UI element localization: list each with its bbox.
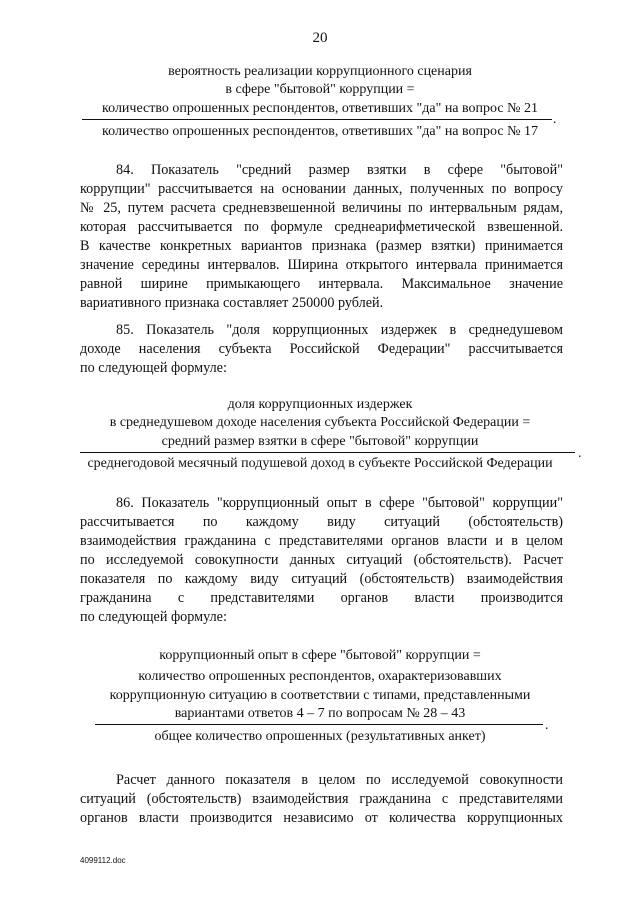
formula-numerator: средний размер взятки в сфере "бытовой" коррупции	[161, 434, 479, 449]
text-line: по исследуемой совокупности данных ситуаций (обстоятельств). Расчет	[80, 552, 563, 568]
formula-title-line-1: вероятность реализации коррупционного сценария	[168, 64, 472, 79]
formula-numerator-line-3: вариантами ответов 4 – 7 по вопросам № 28 – 43	[174, 706, 466, 721]
paragraph-85	[80, 321, 563, 378]
text-line: которая рассчитывается по формуле среднеарифметической взвешенной.	[80, 219, 563, 235]
text-line: равной ширине примыкающего интервала. Максимальное значение	[80, 276, 563, 292]
formula-denominator: среднегодовой месячный подушевой доход в субъекте Российской Федерации	[87, 456, 553, 471]
formula-end-mark: .	[553, 112, 557, 127]
paragraph-continuation	[80, 771, 563, 828]
footer-filename: 4099112.doc	[80, 856, 126, 865]
text-line: коррупции" рассчитывается на основании данных, полученных по вопросу	[80, 181, 563, 197]
formula-numerator-line-2: коррупционную ситуацию в соответствии с типами, представленными	[109, 688, 531, 703]
formula-end-mark: .	[578, 446, 582, 461]
formula-title-line-1: доля коррупционных издержек	[227, 397, 413, 412]
text-line: Расчет данного показателя в целом по исследуемой совокупности	[116, 772, 563, 788]
formula-numerator: количество опрошенных респондентов, ответивших "да" на вопрос № 21	[102, 101, 538, 116]
paragraph-86	[80, 494, 563, 627]
text-line: № 25, путем расчета средневзвешенной величины по интервальным рядам,	[80, 200, 563, 216]
page-number: 20	[312, 30, 328, 46]
fraction-bar	[80, 452, 575, 453]
formula-title-line-1: коррупционный опыт в сфере "бытовой" коррупции =	[159, 648, 481, 663]
text-line: 85. Показатель "доля коррупционных издержек в среднедушевом	[116, 322, 563, 338]
fraction-bar	[95, 724, 543, 725]
text-line: по следующей формуле:	[80, 609, 227, 625]
text-line: взаимодействия гражданина с представителями органов власти и в целом	[80, 533, 563, 549]
formula-denominator: общее количество опрошенных (результативных анкет)	[154, 729, 486, 744]
formula-denominator: количество опрошенных респондентов, ответивших "да" на вопрос № 17	[102, 124, 538, 139]
text-line: вариативного признака составляет 250000 рублей.	[80, 295, 384, 311]
fraction-bar	[82, 119, 552, 120]
text-line: показателя по каждому виду ситуаций (обстоятельств) взаимодействия	[80, 571, 563, 587]
text-line: 86. Показатель "коррупционный опыт в сфере "бытовой" коррупции"	[116, 495, 563, 511]
text-line: значение середины интервалов. Ширина открытого интервала принимается	[80, 257, 563, 273]
text-line: 84. Показатель "средний размер взятки в сфере "бытовой"	[116, 162, 563, 178]
text-line: В качестве конкретных вариантов признака (размер взятки) принимается	[80, 238, 563, 254]
text-line: органов власти производится независимо от количества коррупционных	[80, 810, 563, 826]
text-line: доходе населения субъекта Российской Федерации" рассчитывается	[80, 341, 563, 357]
formula-title-line-2: в среднедушевом доходе населения субъекта Российской Федерации =	[109, 415, 531, 430]
text-line: гражданина с представителями органов власти производится	[80, 590, 563, 606]
text-line: рассчитывается по каждому виду ситуаций (обстоятельств)	[80, 514, 563, 530]
text-line: по следующей формуле:	[80, 360, 227, 376]
formula-end-mark: .	[545, 718, 549, 733]
formula-numerator-line-1: количество опрошенных респондентов, охарактеризовавших	[138, 669, 502, 684]
text-line: ситуаций (обстоятельств) взаимодействия гражданина с представителями	[80, 791, 563, 807]
paragraph-84	[80, 161, 563, 313]
formula-title-line-2: в сфере "бытовой" коррупции =	[225, 82, 415, 97]
